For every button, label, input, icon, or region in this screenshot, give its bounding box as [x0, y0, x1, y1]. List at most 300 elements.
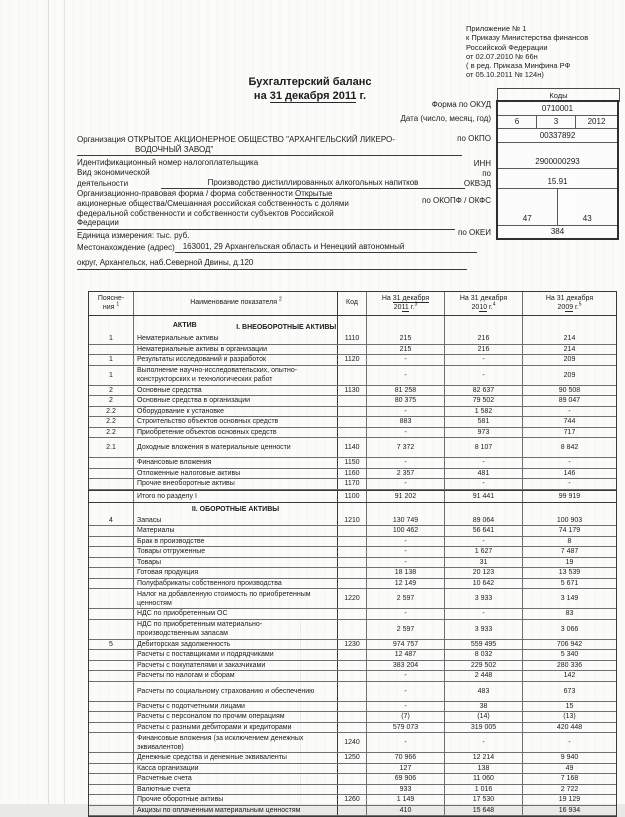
- cell-explanation: [89, 650, 134, 660]
- cell-value-2011: 2 597: [367, 589, 445, 608]
- cell-value-2011: 933: [367, 785, 445, 795]
- cell-value-2010: 581: [445, 417, 523, 427]
- cell-code: [338, 558, 367, 568]
- cell-code: [338, 682, 367, 701]
- cell-value-2009: 13 539: [558, 569, 581, 577]
- cell-indicator-name: Прочие внеоборотные активы: [134, 479, 338, 489]
- cell-value-2010: 3 933: [445, 620, 523, 639]
- cell-value-2011: 12 487: [367, 650, 445, 660]
- okei-value: 384: [550, 227, 565, 237]
- cell-code: [338, 407, 367, 417]
- organization-value-line1: ОТКРЫТОЕ АКЦИОНЕРНОЕ ОБЩЕСТВО "АРХАНГЕЛЬСКИЙ ЛИКЕРО-: [127, 135, 395, 144]
- cell-code: [338, 396, 367, 406]
- cell-value-2011: -: [367, 428, 445, 438]
- cell-value-2011: -: [367, 671, 445, 681]
- table-row: [89, 490, 616, 503]
- cell-value-2009: -: [568, 480, 571, 488]
- cell-indicator-name: Полуфабрикаты собственного производства: [134, 579, 338, 589]
- inn-label: ИНН: [473, 159, 491, 168]
- cell-explanation: 2: [89, 396, 134, 406]
- cell-code: [338, 316, 367, 334]
- cell-code: 1160: [338, 469, 367, 479]
- cell-explanation: [89, 345, 134, 355]
- okopf-value: 47: [498, 189, 558, 225]
- cell-value-2009: 16 934: [558, 806, 581, 814]
- document-title-line2: на 31 декабря 2011 г.: [253, 89, 367, 102]
- cell-explanation: 1: [89, 334, 134, 344]
- cell-value-2009: -: [568, 739, 571, 746]
- cell-value-2011: 81 258: [367, 386, 445, 396]
- table-row: [89, 620, 616, 640]
- date-value: [498, 116, 617, 130]
- scan-streak: [48, 0, 49, 804]
- date-day: 6: [498, 116, 537, 129]
- cell-indicator-name: Денежные средства и денежные эквиваленты: [134, 753, 338, 763]
- cell-value-2009: 89 047: [558, 397, 581, 405]
- cell-indicator-name: НДС по приобретенным материально-производственным запасам: [134, 620, 338, 639]
- table-row: [89, 386, 616, 397]
- table-row: [89, 417, 616, 428]
- cell-code: 1130: [338, 386, 367, 396]
- taxpayer-id-label: Идентификационный номер налогоплательщика: [77, 158, 259, 167]
- cell-indicator-name: Расчеты с покупателями и заказчиками: [134, 661, 338, 671]
- cell-explanation: [89, 712, 134, 722]
- annex-line: от 05.10.2011 № 124н): [466, 70, 544, 80]
- cell-value-2010: 1 627: [445, 547, 523, 557]
- cell-indicator-name: Расчеты по социальному страхованию и обеспечению: [134, 682, 338, 701]
- cell-indicator-name: Готовая продукция: [134, 568, 338, 578]
- cell-value-2009: 5 340: [560, 651, 579, 659]
- cell-value-2010: -: [445, 537, 523, 547]
- cell-value-2010: (14): [445, 712, 523, 722]
- cell-value-2011: -: [367, 558, 445, 568]
- table-body: [89, 316, 616, 816]
- cell-value-2010: -: [445, 733, 523, 752]
- cell-value-2011: 18 138: [367, 568, 445, 578]
- cell-value-2009: 3 066: [560, 625, 579, 633]
- cell-code: [338, 547, 367, 557]
- okpo-label: по ОКПО: [457, 134, 491, 143]
- cell-value-2010: 15 648: [445, 806, 523, 816]
- annex-line: ( в ред. Приказа Минфина РФ: [466, 61, 571, 71]
- table-row: [89, 345, 616, 356]
- cell-value-2009: 8 842: [560, 444, 579, 451]
- cell-value-2009: 706 942: [556, 640, 583, 648]
- cell-value-2009: [523, 316, 616, 334]
- cell-indicator-name: Расчетные счета: [134, 774, 338, 784]
- cell-code: [338, 723, 367, 733]
- cell-value-2011: -: [367, 537, 445, 547]
- table-row: [89, 479, 616, 490]
- cell-value-2010: 481: [445, 469, 523, 479]
- cell-value-2010: 11 060: [445, 774, 523, 784]
- cell-explanation: [89, 491, 134, 502]
- cell-value-2011: -: [367, 609, 445, 619]
- cell-code: [338, 366, 367, 385]
- cell-value-2010: 973: [445, 428, 523, 438]
- organization-label: Организация: [77, 135, 126, 144]
- cell-explanation: [89, 568, 134, 578]
- activity-value: Производство дистиллированных алкогольных напитков: [161, 178, 465, 189]
- cell-value-2011: 7 372: [367, 438, 445, 457]
- cell-explanation: [89, 526, 134, 536]
- cell-indicator-name: Финансовые вложения: [134, 458, 338, 468]
- balance-table: [88, 291, 617, 817]
- cell-explanation: 2.2: [89, 417, 134, 427]
- cell-code: [338, 702, 367, 712]
- cell-value-2010: 229 502: [445, 661, 523, 671]
- cell-code: 1220: [338, 589, 367, 608]
- header-indicator-name: Наименование показателя $^2$: [134, 292, 338, 315]
- cell-value-2010: 216: [445, 345, 523, 355]
- cell-value-2011: 974 757: [367, 640, 445, 650]
- cell-value-2010: 216: [445, 334, 523, 344]
- annex-note: [466, 24, 624, 80]
- cell-value-2010: 38: [445, 702, 523, 712]
- cell-value-2011: 2 597: [367, 620, 445, 639]
- cell-value-2010: -: [445, 366, 523, 385]
- cell-value-2009: 420 448: [556, 723, 583, 731]
- codes-box-header: Коды: [497, 88, 620, 102]
- cell-value-2010: -: [445, 479, 523, 489]
- cell-value-2010: 91 441: [445, 491, 523, 502]
- cell-value-2010: 1 582: [445, 407, 523, 417]
- table-row: [89, 526, 616, 537]
- cell-explanation: 2: [89, 386, 134, 396]
- cell-code: [338, 345, 367, 355]
- cell-code: 1150: [338, 458, 367, 468]
- cell-explanation: [89, 682, 134, 701]
- inn-value: 2900000293: [498, 156, 617, 170]
- table-row: [89, 764, 616, 775]
- cell-indicator-name: Дебиторская задолженность: [134, 640, 338, 650]
- cell-value-2011: (7): [367, 712, 445, 722]
- cell-code: [338, 764, 367, 774]
- table-row: [89, 609, 616, 620]
- okpo-value: 00337892: [498, 129, 617, 143]
- cell-value-2011: 127: [367, 764, 445, 774]
- cell-value-2010: 3 933: [445, 589, 523, 608]
- section-title: II. ОБОРОТНЫЕ АКТИВЫ: [134, 503, 338, 516]
- cell-explanation: [89, 806, 134, 816]
- cell-code: 1250: [338, 753, 367, 763]
- cell-value-2011: 100 462: [367, 526, 445, 536]
- cell-explanation: [89, 479, 134, 489]
- cell-value-2011: -: [367, 366, 445, 385]
- address-value-line1: 163001, 29 Архангельская область и Ненецкий автономный: [175, 242, 477, 253]
- table-row: [89, 396, 616, 407]
- cell-explanation: 4: [89, 516, 134, 526]
- cell-value-2010: 10 642: [445, 579, 523, 589]
- scan-streak: [64, 0, 65, 804]
- cell-indicator-name: Акцизы по оплаченным материальным ценностям: [134, 806, 338, 816]
- cell-value-2010: 12 214: [445, 753, 523, 763]
- cell-code: [338, 712, 367, 722]
- activity-label-line2: деятельности: [77, 179, 129, 188]
- cell-value-2009: 49: [565, 764, 574, 772]
- cell-value-2010: 89 064: [445, 516, 523, 526]
- cell-value-2011: 91 202: [367, 491, 445, 502]
- table-row: [89, 366, 616, 386]
- cell-value-2010: 20 123: [445, 568, 523, 578]
- cell-code: 1170: [338, 479, 367, 489]
- cell-indicator-name: НДС по приобретенным ОС: [134, 609, 338, 619]
- cell-explanation: [89, 774, 134, 784]
- cell-value-2010: 2 448: [445, 671, 523, 681]
- table-row: [89, 547, 616, 558]
- cell-indicator-name: Касса организации: [134, 764, 338, 774]
- table-row: [89, 723, 616, 734]
- cell-value-2010: -: [445, 355, 523, 365]
- cell-value-2010: 138: [445, 764, 523, 774]
- cell-code: [338, 417, 367, 427]
- cell-code: [338, 620, 367, 639]
- cell-explanation: [89, 785, 134, 795]
- cell-code: 1140: [338, 438, 367, 457]
- cell-explanation: [89, 579, 134, 589]
- cell-value-2009: 99 919: [558, 492, 581, 500]
- table-row: [89, 516, 616, 527]
- table-row: [89, 579, 616, 590]
- cell-explanation: [89, 609, 134, 619]
- cell-code: [338, 503, 367, 516]
- cell-indicator-name: Товары отгруженные: [134, 547, 338, 557]
- cell-value-2009: 8: [567, 537, 572, 545]
- cell-value-2009: 280 336: [556, 661, 583, 669]
- cell-explanation: 1: [89, 355, 134, 365]
- cell-indicator-name: Финансовые вложения (за исключением денежных эквивалентов): [134, 733, 338, 752]
- cell-value-2009: -: [568, 459, 571, 467]
- cell-value-2011: 130 749: [367, 516, 445, 526]
- cell-indicator-name: Доходные вложения в материальные ценности: [134, 438, 338, 457]
- cell-value-2009: 214: [563, 345, 576, 353]
- table-row: [89, 702, 616, 713]
- cell-code: 1240: [338, 733, 367, 752]
- header-date-2009: На 31 декабря 2009 г.$^5$: [545, 295, 594, 311]
- cell-value-2009: -: [568, 407, 571, 415]
- cell-explanation: [89, 589, 134, 608]
- legal-form-line1: Организационно-правовая форма / форма собственности Открытые: [77, 189, 333, 198]
- cell-code: [338, 568, 367, 578]
- cell-explanation: [89, 620, 134, 639]
- address-line1: [77, 242, 477, 253]
- activity-line: [77, 178, 465, 189]
- cell-indicator-name: Расчеты с поставщиками и подрядчиками: [134, 650, 338, 660]
- cell-value-2009: 19: [565, 558, 574, 566]
- cell-code: 1110: [338, 334, 367, 344]
- cell-value-2011: -: [367, 458, 445, 468]
- cell-value-2011: [367, 503, 445, 516]
- cell-indicator-name: Материалы: [134, 526, 338, 536]
- cell-value-2010: 1 016: [445, 785, 523, 795]
- table-row: [89, 640, 616, 651]
- okopf-okfs-values: [498, 189, 617, 226]
- cell-value-2009: 717: [563, 428, 576, 436]
- cell-indicator-name: Расчеты по налогам и сборам: [134, 671, 338, 681]
- cell-indicator-name: Основные средства в организации: [134, 396, 338, 406]
- cell-code: [338, 774, 367, 784]
- cell-value-2009: 209: [563, 371, 576, 379]
- cell-value-2010: -: [445, 609, 523, 619]
- activity-label-line1: Вид экономической: [77, 168, 150, 177]
- cell-code: [338, 428, 367, 438]
- cell-explanation: [89, 671, 134, 681]
- cell-value-2010: 319 005: [445, 723, 523, 733]
- cell-value-2010: 559 495: [445, 640, 523, 650]
- table-row: [89, 589, 616, 609]
- cell-value-2011: [367, 316, 445, 334]
- cell-explanation: [89, 661, 134, 671]
- cell-indicator-name: Строительство объектов основных средств: [134, 417, 338, 427]
- cell-indicator-name: Налог на добавленную стоимость по приобретенным ценностям: [134, 589, 338, 608]
- cell-code: 1230: [338, 640, 367, 650]
- cell-value-2010: [445, 503, 523, 516]
- cell-value-2011: -: [367, 479, 445, 489]
- date-year: 2012: [587, 117, 606, 127]
- okved-value: 15.91: [498, 175, 617, 189]
- organization-value-line2: ВОДОЧНЫЙ ЗАВОД": [77, 145, 462, 156]
- cell-indicator-name: Прочие оборотные активы: [134, 795, 338, 805]
- cell-code: [338, 537, 367, 547]
- cell-explanation: [89, 764, 134, 774]
- cell-code: [338, 661, 367, 671]
- cell-indicator-name: Расчеты с разными дебиторами и кредиторами: [134, 723, 338, 733]
- okfs-value: 43: [582, 213, 592, 223]
- cell-code: [338, 609, 367, 619]
- cell-value-2010: 17 530: [445, 795, 523, 805]
- cell-indicator-name: Товары: [134, 558, 338, 568]
- cell-code: 1100: [338, 491, 367, 502]
- cell-indicator-name: Расчеты с подотчетными лицами: [134, 702, 338, 712]
- header-date-2010: На 31 декабря 2010 г.$^4$: [445, 292, 523, 315]
- cell-indicator-name: Результаты исследований и разработок: [134, 355, 338, 365]
- cell-explanation: [89, 723, 134, 733]
- cell-value-2009: 5 671: [560, 579, 579, 587]
- table-row: [89, 753, 616, 764]
- cell-explanation: [89, 537, 134, 547]
- okud-label: Форма по ОКУД: [431, 100, 491, 109]
- table-row: [89, 661, 616, 672]
- cell-value-2011: -: [367, 682, 445, 701]
- cell-value-2011: -: [367, 702, 445, 712]
- cell-value-2011: 12 149: [367, 579, 445, 589]
- cell-value-2009: 9 940: [560, 754, 579, 762]
- table-row: [89, 407, 616, 418]
- cell-explanation: [89, 702, 134, 712]
- cell-indicator-name: Нематериальные активы: [134, 334, 338, 344]
- cell-indicator-name: Оборудование к установке: [134, 407, 338, 417]
- cell-indicator-name: Отложенные налоговые активы: [134, 469, 338, 479]
- cell-value-2009: 3 149: [560, 595, 579, 602]
- cell-value-2009: 209: [563, 356, 576, 364]
- table-row: [89, 438, 616, 458]
- cell-explanation: 5: [89, 640, 134, 650]
- cell-value-2011: 215: [367, 334, 445, 344]
- cell-value-2010: 31: [445, 558, 523, 568]
- cell-indicator-name: Основные средства: [134, 386, 338, 396]
- cell-explanation: [89, 469, 134, 479]
- header-code: Код: [338, 292, 367, 315]
- table-row: [89, 712, 616, 723]
- table-row: [89, 355, 616, 366]
- cell-value-2011: 579 073: [367, 723, 445, 733]
- cell-value-2010: 79 502: [445, 396, 523, 406]
- table-row: [89, 568, 616, 579]
- cell-explanation: 2.1: [89, 438, 134, 457]
- cell-value-2011: 69 906: [367, 774, 445, 784]
- cell-value-2009: 2 722: [560, 785, 579, 793]
- cell-indicator-name: Запасы: [134, 516, 338, 526]
- table-row: [89, 774, 616, 785]
- okei-label: по ОКЕИ: [458, 228, 491, 237]
- cell-code: [338, 671, 367, 681]
- cell-value-2009: (13): [563, 713, 576, 721]
- cell-value-2011: 883: [367, 417, 445, 427]
- cell-code: 1120: [338, 355, 367, 365]
- cell-value-2009: 744: [563, 418, 576, 426]
- cell-value-2011: 2 357: [367, 469, 445, 479]
- okud-value: 0710001: [498, 102, 617, 116]
- table-header-row: [89, 292, 616, 316]
- okved-label: по ОКВЭД: [463, 169, 491, 188]
- cell-value-2011: -: [367, 547, 445, 557]
- cell-explanation: [89, 316, 134, 334]
- cell-value-2009: 146: [563, 469, 576, 477]
- codes-spacer: [498, 143, 617, 156]
- cell-explanation: [89, 795, 134, 805]
- cell-indicator-name: Нематериальные активы в организации: [134, 345, 338, 355]
- cell-value-2009: [523, 503, 616, 516]
- header-explanations: Поясне- ния $^1$: [89, 292, 134, 315]
- annex-line: Приложение № 1: [466, 24, 527, 33]
- table-row: [89, 537, 616, 548]
- cell-value-2009: 90 508: [558, 386, 581, 394]
- cell-explanation: 2.2: [89, 407, 134, 417]
- cell-code: 1260: [338, 795, 367, 805]
- annex-line: к Приказу Министерства финансов: [466, 33, 589, 43]
- table-row: [89, 682, 616, 702]
- table-row: [89, 334, 616, 345]
- cell-explanation: 1: [89, 366, 134, 385]
- document-title-line1: Бухгалтерский баланс: [248, 76, 372, 88]
- cell-value-2011: 215: [367, 345, 445, 355]
- cell-value-2010: 483: [445, 682, 523, 701]
- table-row: [89, 558, 616, 569]
- cell-value-2009: 7 487: [560, 548, 579, 556]
- organization-line: [77, 135, 395, 145]
- table-row: [89, 785, 616, 796]
- address-label: Местонахождение (адрес): [77, 243, 175, 252]
- cell-explanation: [89, 547, 134, 557]
- cell-code: [338, 650, 367, 660]
- cell-value-2009: 83: [565, 610, 574, 618]
- cell-value-2010: 56 641: [445, 526, 523, 536]
- cell-indicator-name: Итого по разделу I: [134, 491, 338, 502]
- cell-value-2011: 70 966: [367, 753, 445, 763]
- cell-value-2009: 15: [565, 702, 574, 710]
- cell-value-2009: 142: [563, 672, 576, 680]
- table-row: [89, 795, 616, 806]
- cell-code: [338, 785, 367, 795]
- cell-value-2011: -: [367, 355, 445, 365]
- legal-form-line3: федеральной собственности и собственности субъектов Российской: [77, 209, 334, 218]
- table-row: [89, 458, 616, 469]
- cell-value-2009: 19 129: [558, 796, 581, 804]
- cell-indicator-name: Расчеты с персоналом по прочим операциям: [134, 712, 338, 722]
- cell-value-2011: 1 149: [367, 795, 445, 805]
- cell-value-2009: 74 179: [558, 527, 581, 535]
- table-row: [89, 671, 616, 682]
